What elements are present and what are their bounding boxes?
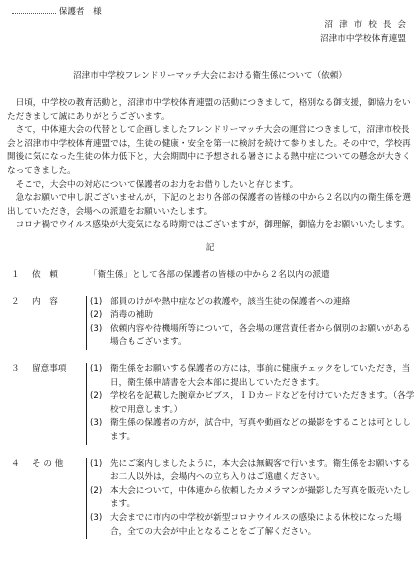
sub-item <box>90 296 415 310</box>
ki-heading: 記 <box>205 243 215 253</box>
list-item <box>7 363 415 445</box>
item-content <box>86 363 415 445</box>
item-label: そ の 他 <box>32 458 64 469</box>
sender-org: 沼津市中学校体育連盟 <box>320 34 406 44</box>
sub-item-number: (1) <box>90 458 103 469</box>
item-number: ２ <box>11 296 20 307</box>
sub-item-text: 学校名を記載した腕章かビブス，ＩＤカードなどを付けていただきます。（各学校で用意します。） <box>110 391 415 415</box>
sub-item-number: (1) <box>90 296 103 307</box>
sub-item <box>90 323 415 350</box>
sub-item-text: 部員のけがや熱中症などの救護や，該当生徒の保護者への連絡 <box>110 296 351 307</box>
sub-item-text: 本大会について，中体連から依頼したカメラマンが撮影した写真を販売いたします。 <box>110 485 411 510</box>
sub-item <box>90 390 415 417</box>
list-item <box>7 296 415 350</box>
sub-item <box>90 485 415 512</box>
sub-item-text: 衛生係の保護者の方が，試合中，写真や動画などの撮影をすることは可としします。 <box>110 418 411 442</box>
sub-item-number: (2) <box>90 310 103 321</box>
sub-item-text: 衛生係をお願いする保護者の方には，事前に健康チェックをしていただき，当日，衛生係申請書を大会本部に提出していただきます。 <box>110 363 411 388</box>
paragraph: コロナ禍でウイルス感染が大変気になる時期ではございますが，御理解，御協力をお願いいたします。 <box>15 220 410 231</box>
sub-item-number: (2) <box>90 485 103 496</box>
item-content <box>86 458 415 540</box>
item-label: 留意事項 <box>32 363 67 374</box>
paragraph: さて，中体連大会の代替として企画しましたフレンドリーマッチ大会の運営につきまして，沼津市校長会と沼津市中学校体育連盟では，生徒の健康・安全を第一に検討を続けて参りました。その中で，学校再開後に気になった生徒の体力低下と，大会期間中に予想される暑さによる熱中症についての懸念が大きくなってきました。 <box>7 125 411 176</box>
list-item <box>7 269 415 283</box>
sub-item-number: (2) <box>90 391 103 402</box>
sub-item-number: (3) <box>90 418 103 429</box>
recipient <box>12 4 102 20</box>
body-text <box>7 97 415 233</box>
sub-item-text: 先にご案内しましたように，本大会は無観客で行います。衛生係をお願いするお二人以外は，会場内への立ち入りはご遠慮ください。 <box>110 458 411 483</box>
recipient-line <box>12 4 56 14</box>
item-content <box>89 269 415 283</box>
recipient-text: 保護者 様 <box>58 7 102 17</box>
item-number: ４ <box>11 458 20 469</box>
item-label: 依 頼 <box>32 270 58 280</box>
sender-block <box>320 18 412 46</box>
sub-item <box>90 363 415 390</box>
paragraph: 日頃，中学校の教育活動と，沼津市中学校体育連盟の活動につきまして，格別なる御支援，御協力をいただきまして誠にありがとうございます。 <box>7 98 411 122</box>
sub-item <box>90 309 415 323</box>
sub-item-number: (3) <box>90 512 103 523</box>
sub-item <box>90 512 415 539</box>
sub-item-text: 大会までに市内の中学校が新型コロナウイルスの感染による休校になった場合，全ての大会が中止となることをご了解ください。 <box>110 512 402 537</box>
item-number: ３ <box>11 363 20 374</box>
list-item <box>7 458 415 540</box>
item-label: 内 容 <box>32 296 58 307</box>
sub-item-text: 依頼内容や待機場所等について，各会場の運営責任者から個別のお願いがある場合もございます。 <box>110 323 411 348</box>
item-list <box>7 269 415 552</box>
sender-name: 沼津市校長会 <box>324 20 412 30</box>
item-content <box>86 296 415 350</box>
document-title: 沼津市中学校フレンドリーマッチ大会における衛生係について（依頼） <box>73 71 347 81</box>
item-number: １ <box>11 270 20 280</box>
sub-item-text: 消毒の補助 <box>110 310 153 321</box>
paragraph: 急なお願いで申し訳ございませんが，下記のとおり各部の保護者の皆様の中から２名以内の衛生係を選出していただき，会場への派遣をお願いいたします。 <box>7 193 411 217</box>
sub-item-number: (3) <box>90 323 103 334</box>
sub-item-number: (1) <box>90 363 103 374</box>
paragraph: そこで，大会中の対応について保護者のお力をお借りしたいと存じます。 <box>15 179 299 190</box>
sub-item <box>90 458 415 485</box>
item-text: 「衛生係」として各部の保護者の皆様の中から２名以内の派遣 <box>89 270 330 280</box>
sub-item <box>90 417 415 444</box>
